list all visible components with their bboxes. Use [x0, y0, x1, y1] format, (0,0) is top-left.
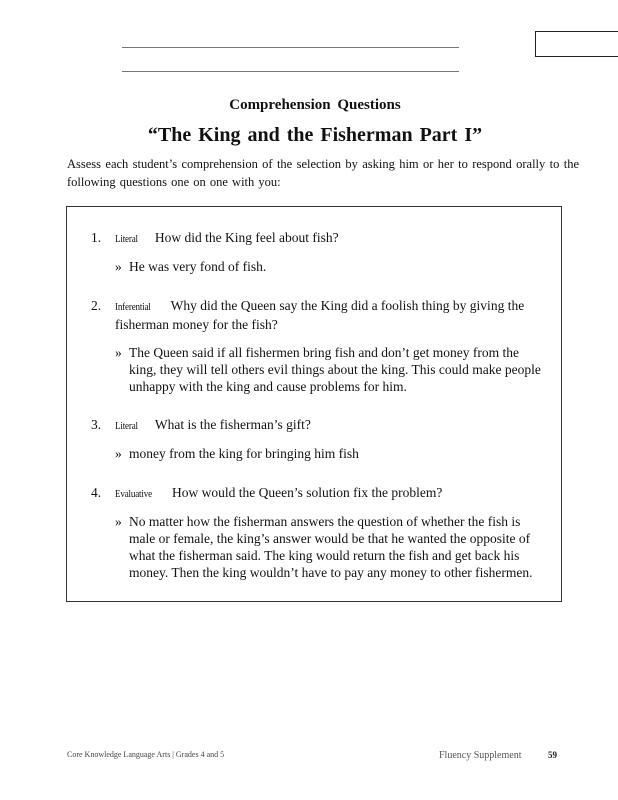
answer-3	[115, 445, 549, 462]
questions-box	[66, 206, 562, 602]
page-number: 59	[548, 750, 557, 760]
question-1	[91, 229, 547, 248]
answer-text: He was very fond of fish.	[129, 259, 267, 274]
question-number: 1.	[91, 230, 102, 245]
question-type: Evaluative	[115, 488, 152, 500]
section-subtitle: Comprehension Questions	[229, 97, 401, 113]
answer-text: The Queen said if all fishermen bring fish and don’t get money from the king, they will tell others evil things about the king. This could make people unhappy with the king and cause problems for him.	[129, 345, 541, 394]
answer-bullet: »	[115, 446, 122, 461]
date-blank-line	[122, 71, 459, 72]
answer-1	[115, 258, 549, 275]
question-2	[91, 297, 547, 334]
question-number: 4.	[91, 485, 102, 500]
footer-publisher: Core Knowledge Language Arts | Grades 4 and 5	[67, 750, 225, 759]
question-type: Literal	[115, 420, 138, 432]
question-text: What is the fisherman’s gift?	[154, 417, 311, 432]
corner-label-box	[535, 31, 618, 57]
answer-text: No matter how the fisherman answers the question of whether the fish is male or female, the king’s answer would be that he wanted the opposite of what the fisherman said. The king would return the fish and get back his money. Then the king wouldn’t have to pay any money to other fishermen.	[129, 514, 533, 580]
question-4	[91, 484, 547, 503]
footer-section: Fluency Supplement	[439, 750, 522, 761]
page-title: “The King and the Fisherman Part I”	[147, 124, 483, 146]
question-type: Inferential	[115, 301, 151, 313]
question-number: 2.	[91, 298, 102, 313]
question-text: Why did the Queen say the King did a foolish thing by giving the fisherman money for the fish?	[115, 298, 525, 332]
question-text: How would the Queen’s solution fix the problem?	[172, 485, 443, 500]
answer-2	[115, 344, 549, 395]
intro-paragraph: Assess each student’s comprehension of the selection by asking him or her to respond orally to the following questions one on one with you:	[67, 157, 579, 189]
answer-bullet: »	[115, 345, 122, 360]
name-blank-line	[122, 47, 459, 48]
question-text: How did the King feel about fish?	[154, 230, 339, 245]
answer-text: money from the king for bringing him fish	[129, 446, 359, 461]
answer-bullet: »	[115, 259, 122, 274]
answer-4	[115, 513, 549, 581]
question-type: Literal	[115, 233, 138, 245]
answer-bullet: »	[115, 514, 122, 529]
question-number: 3.	[91, 417, 102, 432]
question-3	[91, 416, 547, 435]
